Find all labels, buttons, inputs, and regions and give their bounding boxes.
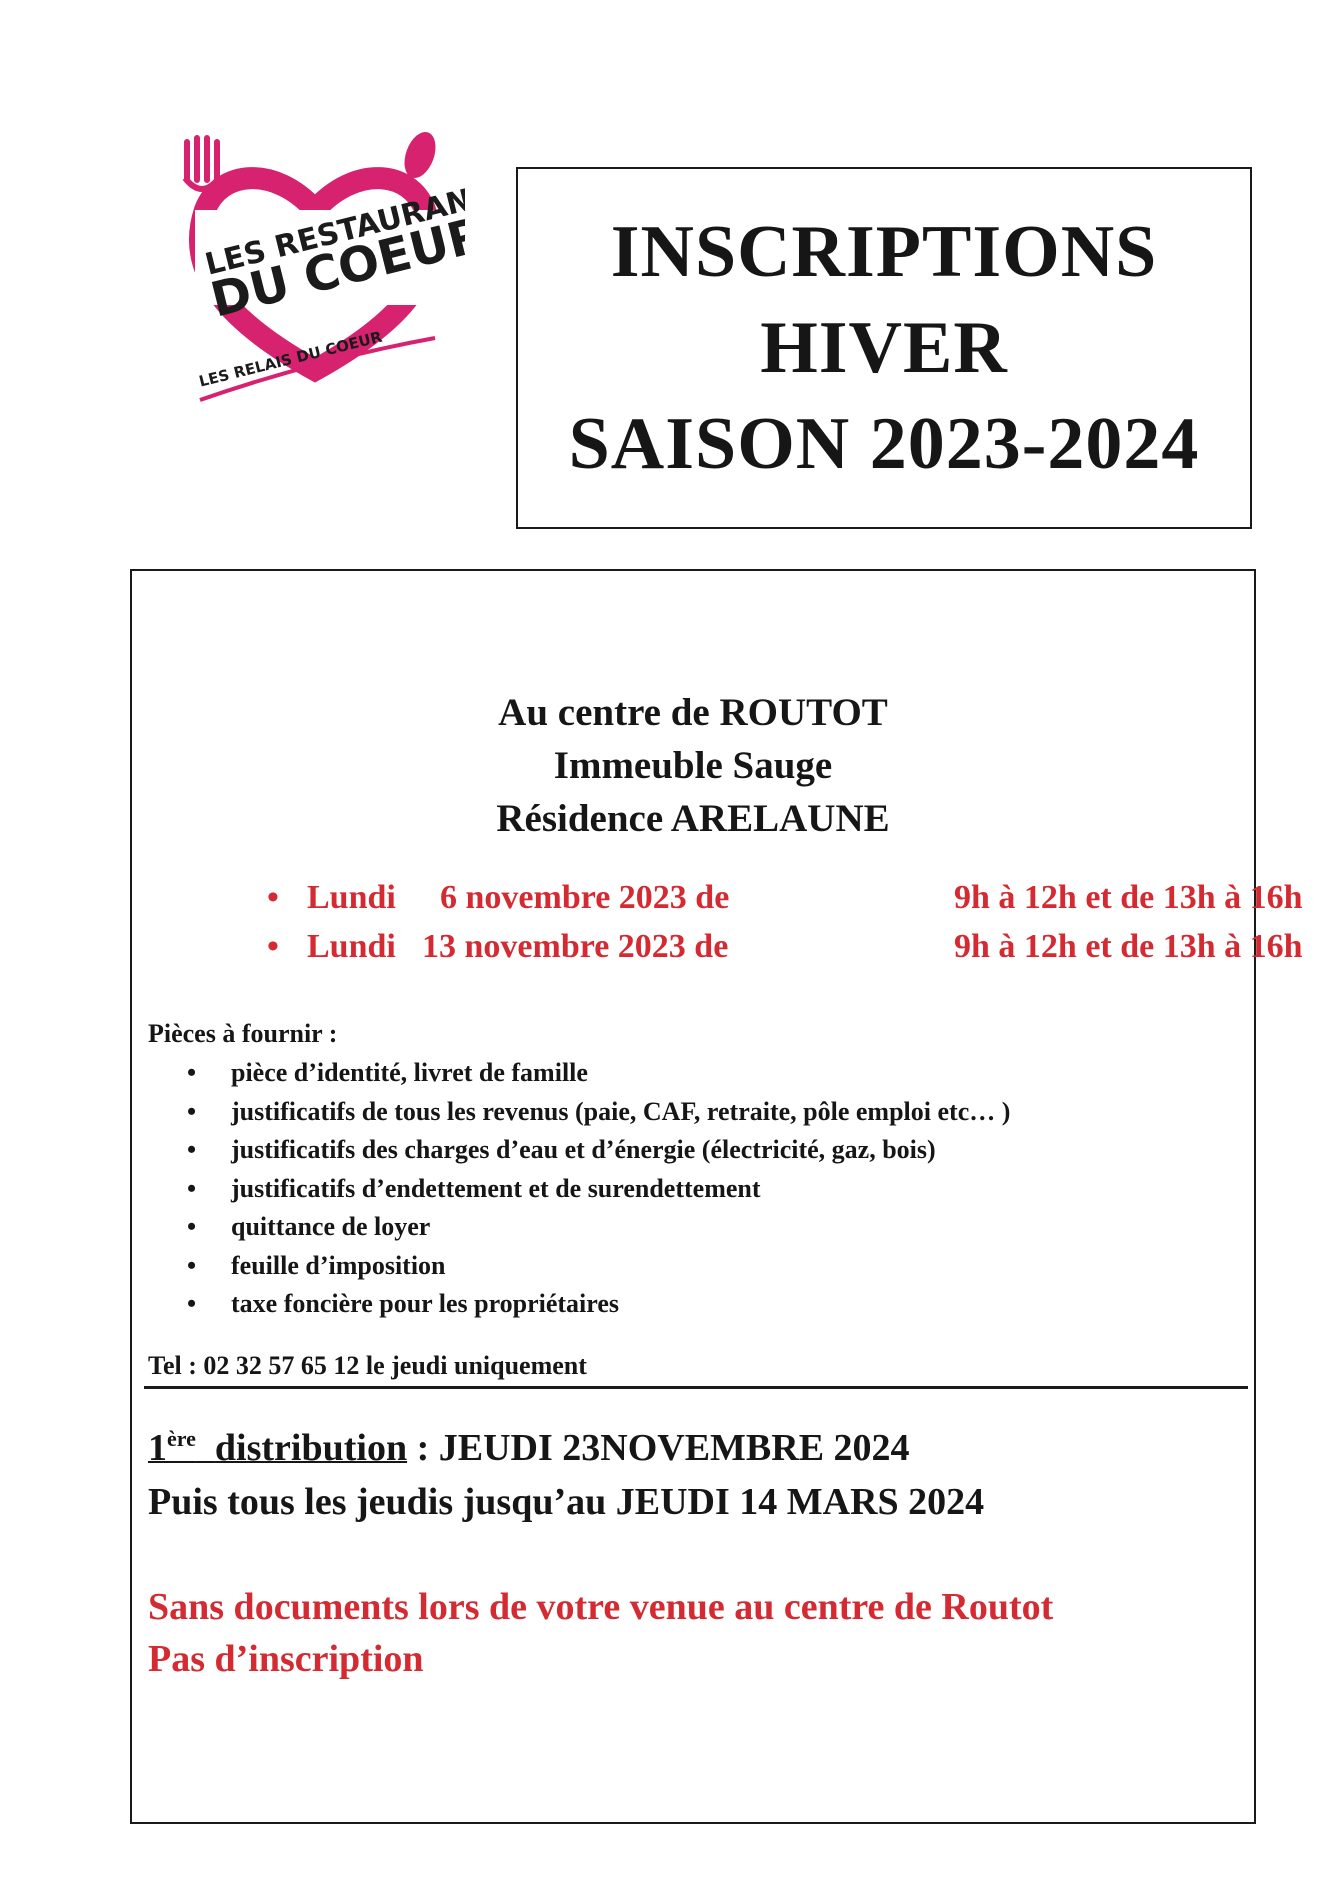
distribution-line-2: Puis tous les jeudis jusqu’au JEUDI 14 MARS 2024 [148,1481,985,1523]
distribution-line-1 [148,1421,984,1475]
bullet-icon: • [187,1250,197,1280]
title-box [516,167,1252,529]
distribution-label: distribution [214,1427,408,1469]
bullet-icon: • [187,1096,197,1126]
document-item: • feuille d’imposition [148,1247,1010,1286]
document-item: • justificatifs d’endettement et de surendettement [148,1170,1010,1209]
document-item: • taxe foncière pour les propriétaires [148,1285,1010,1324]
document-item: • justificatifs des charges d’eau et d’énergie (électricité, gaz, bois) [148,1131,1010,1170]
logo-text-3: LES RELAIS DU COEUR [197,327,384,391]
documents-title: Pièces à fournir : [148,1019,338,1048]
bullet-icon: • [187,1173,197,1203]
document-item: • justificatifs de tous les revenus (paie, CAF, retraite, pôle emploi etc… ) [148,1093,1010,1132]
distribution-block [148,1421,984,1529]
warning-line-1: Sans documents lors de votre venue au centre de Routot [148,1586,1054,1628]
distribution-ordinal-sup: ère [167,1426,196,1451]
session-date: 13 novembre 2023 de [422,928,729,965]
session-day: Lundi [307,879,396,916]
bullet-icon: • [187,1135,197,1164]
restos-du-coeur-logo [165,120,465,420]
location-line-1: Au centre de ROUTOT [498,691,888,734]
documents-list [148,1054,1010,1324]
logo-text-1: LES RESTAURANTS [201,172,465,283]
location-line-2: Immeuble Sauge [553,744,833,787]
bullet-icon: • [267,879,279,916]
title-line-1: INSCRIPTIONS [610,211,1158,293]
title-line-3: SAISON 2023-2024 [568,403,1200,485]
session-hours: 9h à 12h et de 13h à 16h [954,928,1303,965]
distribution-date: : JEUDI 23NOVEMBRE 2024 [407,1427,910,1469]
logo-text-2: DU COEUR [205,206,465,329]
main-info-box [130,569,1303,1824]
title-line-2: HIVER [760,307,1008,389]
phone-info: Tel : 02 32 57 65 12 le jeudi uniquement [148,1351,587,1380]
divider [144,1386,1248,1389]
documents-block [148,1016,1010,1324]
session-hours: 9h à 12h et de 13h à 16h [954,879,1303,916]
document-item: • quittance de loyer [148,1208,1010,1247]
warning-block [148,1581,1053,1685]
session-day: Lundi [307,928,396,965]
location-block [132,686,1254,845]
bullet-icon: • [187,1212,197,1241]
warning-line-2: Pas d’inscription [148,1638,424,1680]
heart-logo-icon [165,120,465,420]
location-line-3: Résidence ARELAUNE [496,797,890,840]
distribution-ordinal: 1 [148,1427,167,1469]
session-date: 6 novembre 2023 de [440,879,730,916]
bullet-icon: • [187,1289,197,1318]
bullet-icon: • [267,928,279,965]
bullet-icon: • [187,1058,197,1087]
document-item: • pièce d’identité, livret de famille [148,1054,1010,1093]
